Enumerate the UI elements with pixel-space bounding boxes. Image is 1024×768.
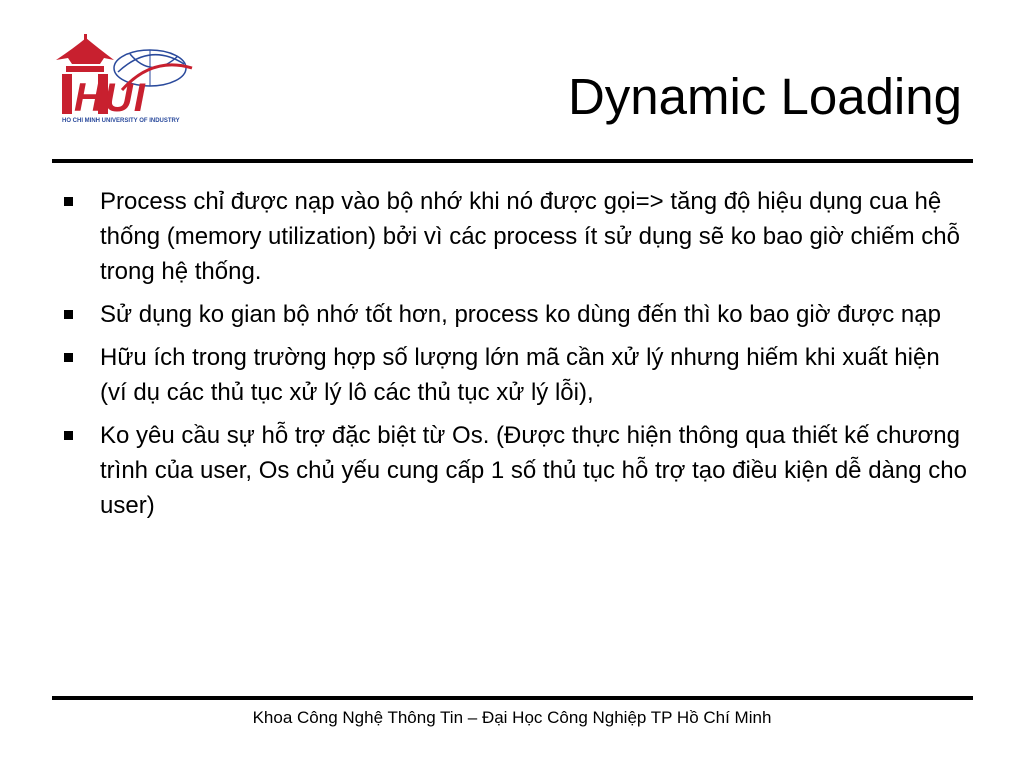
bullet-text: Ko yêu cầu sự hỗ trợ đặc biệt từ Os. (Được thực hiện thông qua thiết kế chương trình của user, Os chủ yếu cung cấp 1 số thủ tục hỗ trợ tạo điều kiện dễ dàng cho user) xyxy=(100,422,967,519)
bullet-text: Hữu ích trong trường hợp số lượng lớn mã cần xử lý nhưng hiếm khi xuất hiện (ví dụ các thủ tục xử lý lô các thủ tục xử lý lỗi), xyxy=(100,344,940,406)
footer-divider xyxy=(52,696,973,700)
square-bullet-icon xyxy=(64,310,73,319)
square-bullet-icon xyxy=(64,353,73,362)
bullet-item xyxy=(58,340,968,410)
square-bullet-icon xyxy=(64,431,73,440)
slide-title: Dynamic Loading xyxy=(567,68,962,125)
bullet-list xyxy=(58,184,968,531)
logo-caption: HO CHI MINH UNIVERSITY OF INDUSTRY xyxy=(62,118,180,124)
bullet-text: Sử dụng ko gian bộ nhớ tốt hơn, process ko dùng đến thì ko bao giờ được nạp xyxy=(100,301,941,328)
bullet-item xyxy=(58,297,968,332)
title-divider xyxy=(52,159,973,163)
bullet-item xyxy=(58,184,968,289)
square-bullet-icon xyxy=(64,197,73,206)
university-logo xyxy=(52,34,197,129)
logo-wordmark: HUI xyxy=(74,76,146,120)
bullet-text: Process chỉ được nạp vào bộ nhớ khi nó được gọi=> tăng độ hiệu dụng cua hệ thống (memory utilization) bởi vì các process ít sử dụng sẽ ko bao giờ chiếm chỗ trong hệ thống. xyxy=(100,188,960,285)
footer-text: Khoa Công Nghệ Thông Tin – Đại Học Công Nghiệp TP Hồ Chí Minh xyxy=(252,708,772,727)
bullet-item xyxy=(58,418,968,523)
